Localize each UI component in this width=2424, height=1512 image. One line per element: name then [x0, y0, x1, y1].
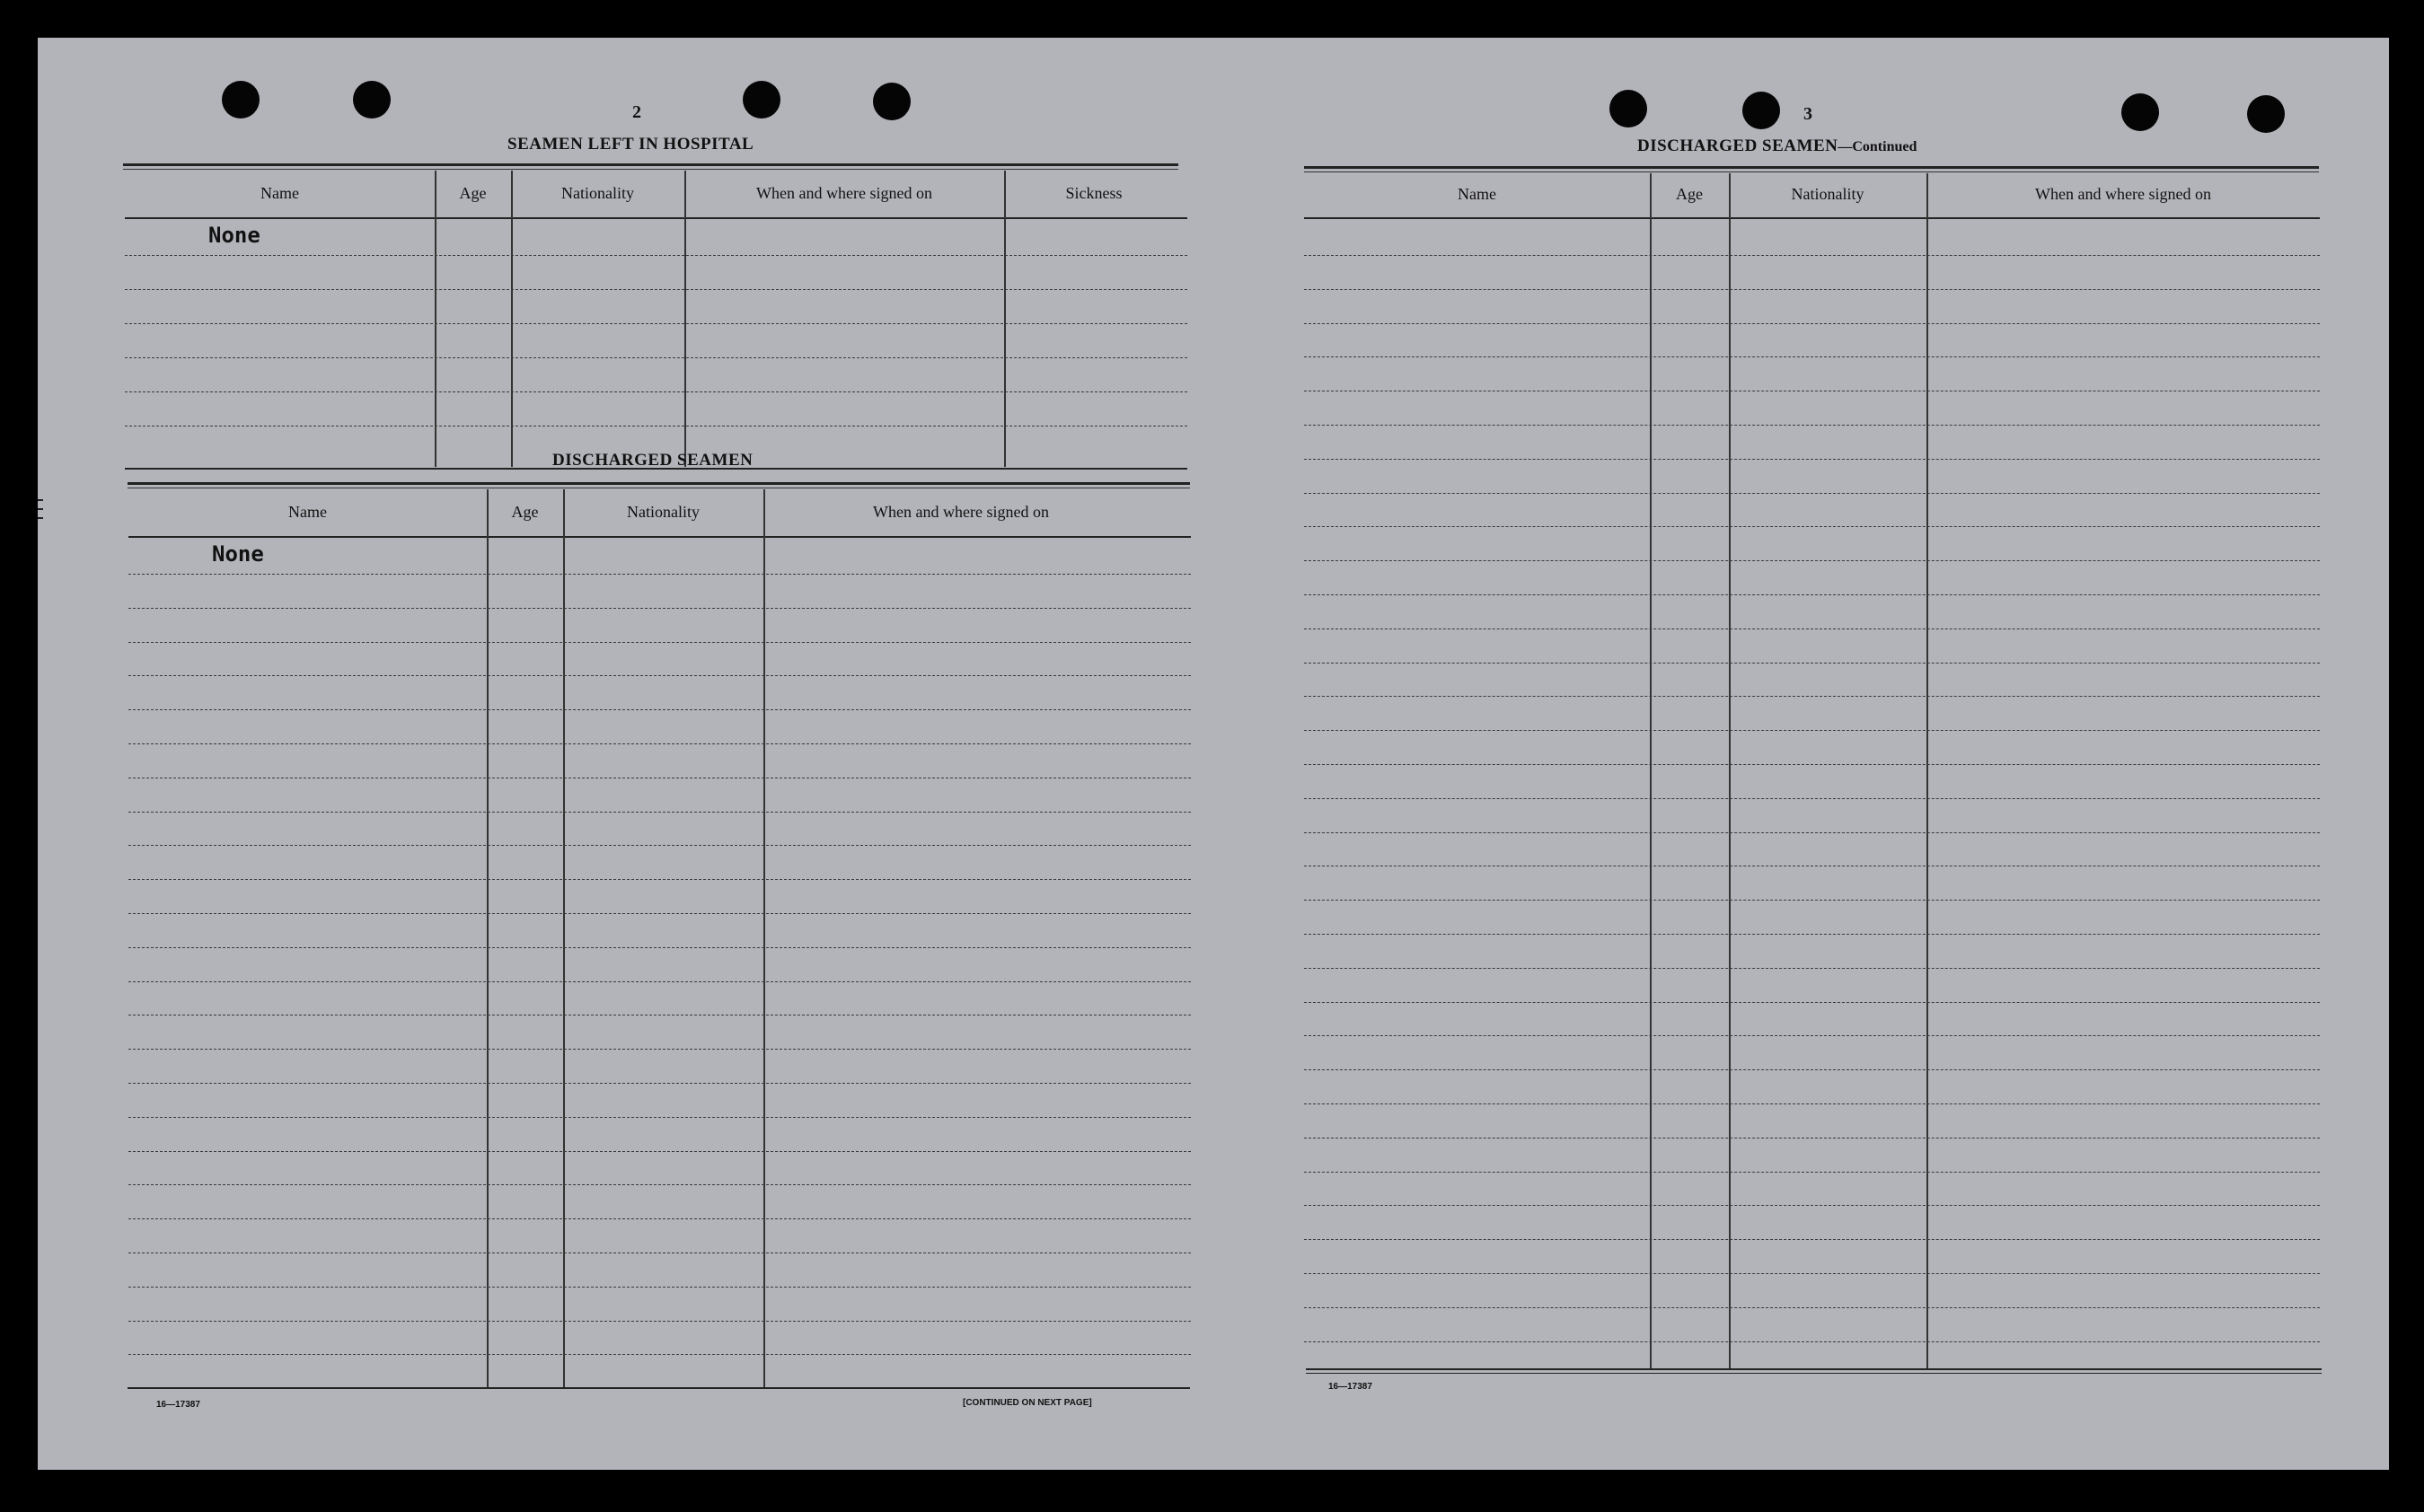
table-top-rule	[128, 482, 1190, 485]
table-row	[1304, 323, 2320, 324]
column-header-age: Age	[459, 183, 487, 202]
edge-mark	[38, 508, 43, 510]
hospital-section-title: SEAMEN LEFT IN HOSPITAL	[507, 135, 754, 154]
discharged-table-right	[1304, 173, 2320, 1408]
header-bottom-rule	[125, 217, 1187, 219]
table-top-rule	[1304, 171, 2319, 172]
table-row	[128, 879, 1191, 880]
column-divider	[1926, 173, 1928, 1369]
table-row	[1304, 900, 2320, 901]
table-row	[1304, 1273, 2320, 1274]
table-row	[1304, 493, 2320, 494]
table-row	[128, 1287, 1191, 1288]
punch-hole	[222, 81, 260, 119]
table-top-rule	[123, 163, 1178, 166]
punch-hole	[353, 81, 391, 119]
table-row	[1304, 1172, 2320, 1173]
table-row	[128, 1083, 1191, 1084]
table-row	[1304, 560, 2320, 561]
column-divider	[511, 171, 513, 467]
table-row	[1304, 968, 2320, 969]
table-row	[1304, 356, 2320, 357]
table-row	[1304, 663, 2320, 664]
table-row	[125, 391, 1187, 392]
punch-hole	[1609, 90, 1647, 127]
column-divider	[684, 171, 686, 467]
table-row	[1304, 1239, 2320, 1240]
column-header-nationality: Nationality	[1791, 184, 1864, 203]
table-row	[128, 743, 1191, 744]
punch-hole	[1742, 92, 1780, 129]
punch-hole	[873, 83, 911, 120]
table-row	[1304, 1205, 2320, 1206]
table-row	[128, 1151, 1191, 1152]
table-row	[1304, 1341, 2320, 1342]
column-header-signed-on: When and where signed on	[756, 183, 932, 202]
discharged-continued-title	[1637, 136, 1917, 156]
table-row	[125, 289, 1187, 290]
table-top-rule	[1304, 166, 2319, 169]
header-bottom-rule	[1304, 217, 2320, 219]
table-row	[1304, 255, 2320, 256]
punch-hole	[743, 81, 780, 119]
table-row	[128, 845, 1191, 846]
table-row	[1304, 1002, 2320, 1003]
table-row	[1304, 798, 2320, 799]
column-divider	[1729, 173, 1731, 1369]
discharged-table-left	[128, 489, 1191, 1390]
table-row	[128, 1117, 1191, 1118]
column-header-age: Age	[511, 502, 539, 521]
table-row	[128, 642, 1191, 643]
table-row	[125, 357, 1187, 358]
continued-note: [CONTINUED ON NEXT PAGE]	[963, 1398, 1092, 1408]
continued-suffix: —Continued	[1838, 139, 1917, 154]
column-header-nationality: Nationality	[627, 502, 700, 521]
table-top-rule	[123, 169, 1178, 170]
table-row	[1304, 289, 2320, 290]
table-row	[128, 1218, 1191, 1219]
table-bottom-rule	[128, 1387, 1190, 1389]
table-row	[128, 981, 1191, 982]
table-row	[1304, 730, 2320, 731]
punch-hole	[2247, 95, 2285, 133]
table-row	[1304, 425, 2320, 426]
discharged-entry-name: None	[212, 541, 264, 567]
hospital-entry-name: None	[208, 223, 260, 248]
table-row	[1304, 526, 2320, 527]
column-divider	[1650, 173, 1652, 1369]
column-divider	[435, 171, 436, 467]
header-bottom-rule	[128, 536, 1191, 538]
table-row	[128, 608, 1191, 609]
table-row	[128, 1049, 1191, 1050]
table-row	[1304, 1103, 2320, 1104]
column-divider	[1004, 171, 1006, 467]
discharged-title-text: DISCHARGED SEAMEN	[1637, 136, 1838, 155]
column-header-sickness: Sickness	[1065, 183, 1123, 202]
table-row	[125, 323, 1187, 324]
table-row	[1304, 1069, 2320, 1070]
table-bottom-rule	[1306, 1373, 2322, 1374]
table-row	[128, 1321, 1191, 1322]
column-header-name: Name	[260, 183, 299, 202]
hospital-table	[125, 171, 1187, 469]
table-row	[1304, 934, 2320, 935]
column-header-name: Name	[288, 502, 327, 521]
table-bottom-rule	[1306, 1368, 2322, 1370]
column-header-nationality: Nationality	[561, 183, 634, 202]
table-row	[128, 812, 1191, 813]
table-row	[128, 947, 1191, 948]
page-number-right: 3	[1803, 104, 1812, 124]
table-row	[128, 709, 1191, 710]
form-code-left: 16—17387	[156, 1400, 200, 1410]
column-header-age: Age	[1676, 184, 1703, 203]
table-row	[1304, 1307, 2320, 1308]
table-row	[125, 255, 1187, 256]
column-header-signed-on: When and where signed on	[2035, 184, 2211, 203]
table-row	[1304, 1035, 2320, 1036]
table-row	[128, 913, 1191, 914]
table-row	[1304, 594, 2320, 595]
page-number-left: 2	[632, 102, 641, 122]
document-sheet	[38, 38, 2389, 1470]
edge-mark	[38, 517, 43, 519]
table-row	[128, 1354, 1191, 1355]
edge-mark	[38, 499, 43, 501]
form-code-right: 16—17387	[1328, 1382, 1372, 1392]
punch-hole	[2121, 93, 2159, 131]
table-row	[128, 574, 1191, 575]
table-row	[1304, 696, 2320, 697]
discharged-section-title: DISCHARGED SEAMEN	[552, 451, 754, 470]
table-row	[1304, 459, 2320, 460]
table-row	[128, 1184, 1191, 1185]
table-row	[1304, 764, 2320, 765]
column-header-signed-on: When and where signed on	[873, 502, 1049, 521]
table-row	[1304, 832, 2320, 833]
table-row	[128, 675, 1191, 676]
column-header-name: Name	[1458, 184, 1496, 203]
